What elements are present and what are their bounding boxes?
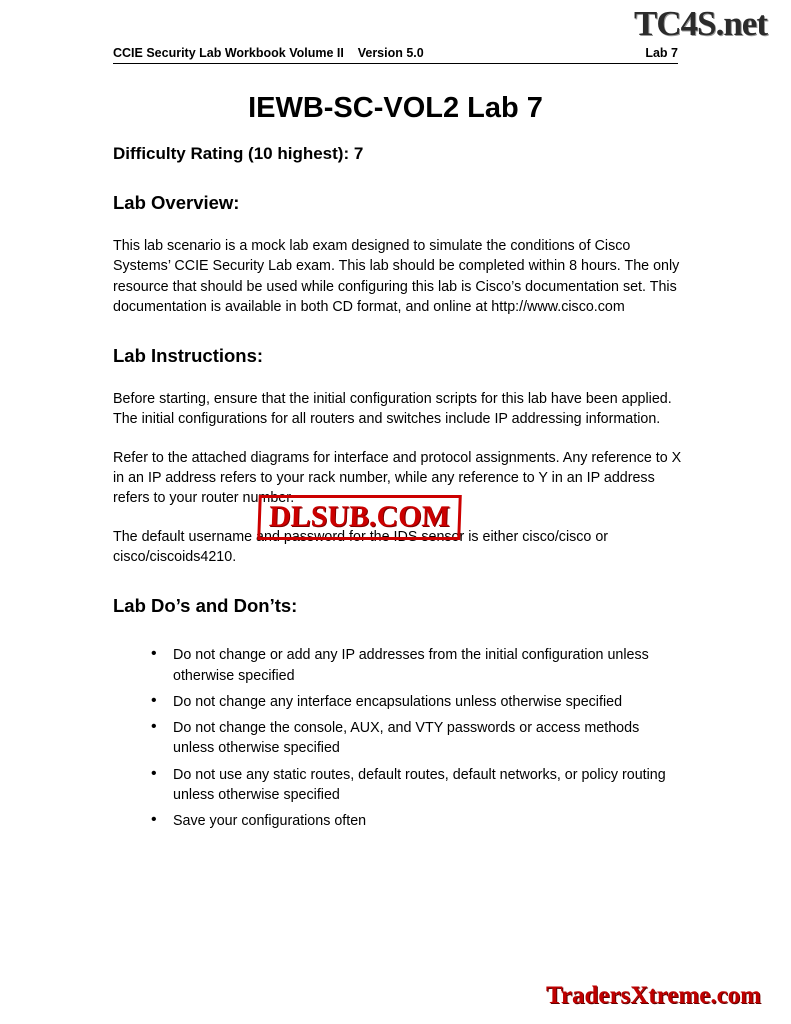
- list-item-text: Do not change or add any IP addresses from the initial configuration unless otherwise specified: [173, 647, 649, 684]
- lab-dos-donts-heading: Lab Do’s and Don’ts:: [113, 595, 298, 617]
- list-item: [151, 645, 683, 686]
- donts-list: [113, 645, 683, 831]
- lab-overview-heading: Lab Overview:: [113, 192, 240, 213]
- top-watermark: TC4S.net: [634, 4, 767, 43]
- bullet-icon: •: [151, 811, 157, 829]
- center-watermark-stamp: DLSUB.COM: [257, 495, 461, 540]
- lab-instructions-paragraph-3: The default username and password for the IDS sensor is either cisco/cisco or cisco/ciscoids4210.: [113, 528, 609, 565]
- list-item: [151, 765, 683, 806]
- list-item: [151, 718, 683, 759]
- list-item-text: Save your configurations often: [173, 813, 367, 830]
- header-right-text: Lab 7: [645, 46, 678, 60]
- list-item-text: Do not use any static routes, default routes, default networks, or policy routing unless otherwise specified: [173, 766, 666, 804]
- running-header: [113, 46, 678, 64]
- lab-instructions-paragraph-1: Before starting, ensure that the initial configuration scripts for this lab have been applied. The initial configurations for all routers and switches include IP addressing information.: [113, 391, 672, 428]
- lab-instructions-paragraph-2: Refer to the attached diagrams for interface and protocol assignments. Any reference to X in an IP address refers to your rack number, while any reference to Y in an IP address refers to your router number.: [113, 449, 682, 507]
- header-left-text: CCIE Security Lab Workbook Volume II Version 5.0: [113, 46, 424, 60]
- list-item-text: Do not change any interface encapsulations unless otherwise specified: [173, 693, 623, 710]
- lab-overview-text: This lab scenario is a mock lab exam designed to simulate the conditions of Cisco Systems’ CCIE Security Lab exam. This lab should be completed within 8 hours. The only resource that should be used while configuring this lab is Cisco’s documentation set. This documentation is available in both CD format, and online at http://www.cisco.com: [113, 238, 680, 315]
- bottom-watermark: TradersXtreme.com: [546, 982, 761, 1009]
- lab-instructions-heading: Lab Instructions:: [113, 345, 264, 367]
- document-body: [113, 144, 683, 838]
- bullet-icon: •: [151, 645, 157, 663]
- page-title: IEWB-SC-VOL2 Lab 7: [248, 92, 543, 124]
- difficulty-rating: Difficulty Rating (10 highest): 7: [113, 144, 364, 163]
- list-item-text: Do not change the console, AUX, and VTY passwords or access methods unless otherwise specified: [173, 720, 640, 757]
- list-item: [151, 811, 683, 831]
- bullet-icon: •: [151, 764, 157, 782]
- bullet-icon: •: [151, 718, 157, 736]
- list-item: [151, 692, 683, 712]
- bullet-icon: •: [151, 691, 157, 709]
